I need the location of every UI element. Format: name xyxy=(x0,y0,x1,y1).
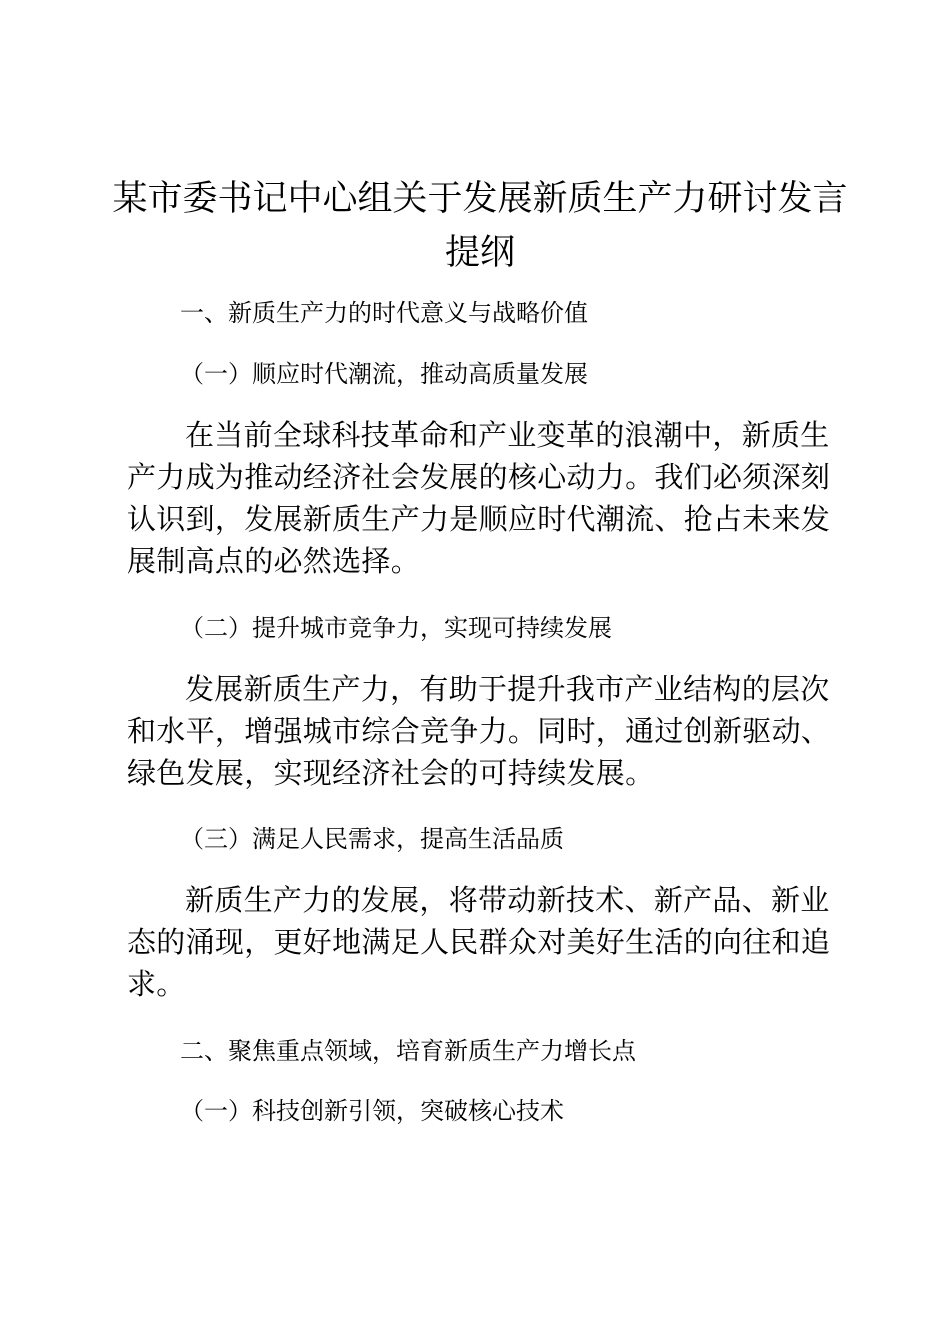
paragraph-1-1: 在当前全球科技革命和产业变革的浪潮中，新质生产力成为推动经济社会发展的核心动力。我们必须深刻认识到，发展新质生产力是顺应时代潮流、抢占未来发展制高点的必然选择。 xyxy=(127,418,831,578)
section-heading-1: 一、新质生产力的时代意义与战略价值 xyxy=(180,299,588,327)
paragraph-1-3: 新质生产力的发展，将带动新技术、新产品、新业态的涌现，更好地满足人民群众对美好生活的向往和追求。 xyxy=(127,883,831,1001)
paragraph-1-2: 发展新质生产力，有助于提升我市产业结构的层次和水平，增强城市综合竞争力。同时，通过创新驱动、绿色发展，实现经济社会的可持续发展。 xyxy=(127,672,831,790)
section-heading-2: 二、聚焦重点领域，培育新质生产力增长点 xyxy=(180,1037,636,1065)
subsection-heading-1-2: （二）提升城市竞争力，实现可持续发展 xyxy=(180,614,612,642)
document-title: 某市委书记中心组关于发展新质生产力研讨发言提纲 xyxy=(112,179,848,273)
subsection-heading-1-1: （一）顺应时代潮流，推动高质量发展 xyxy=(180,360,588,388)
subsection-heading-1-3: （三）满足人民需求，提高生活品质 xyxy=(180,825,564,853)
subsection-heading-2-1: （一）科技创新引领，突破核心技术 xyxy=(180,1097,564,1125)
